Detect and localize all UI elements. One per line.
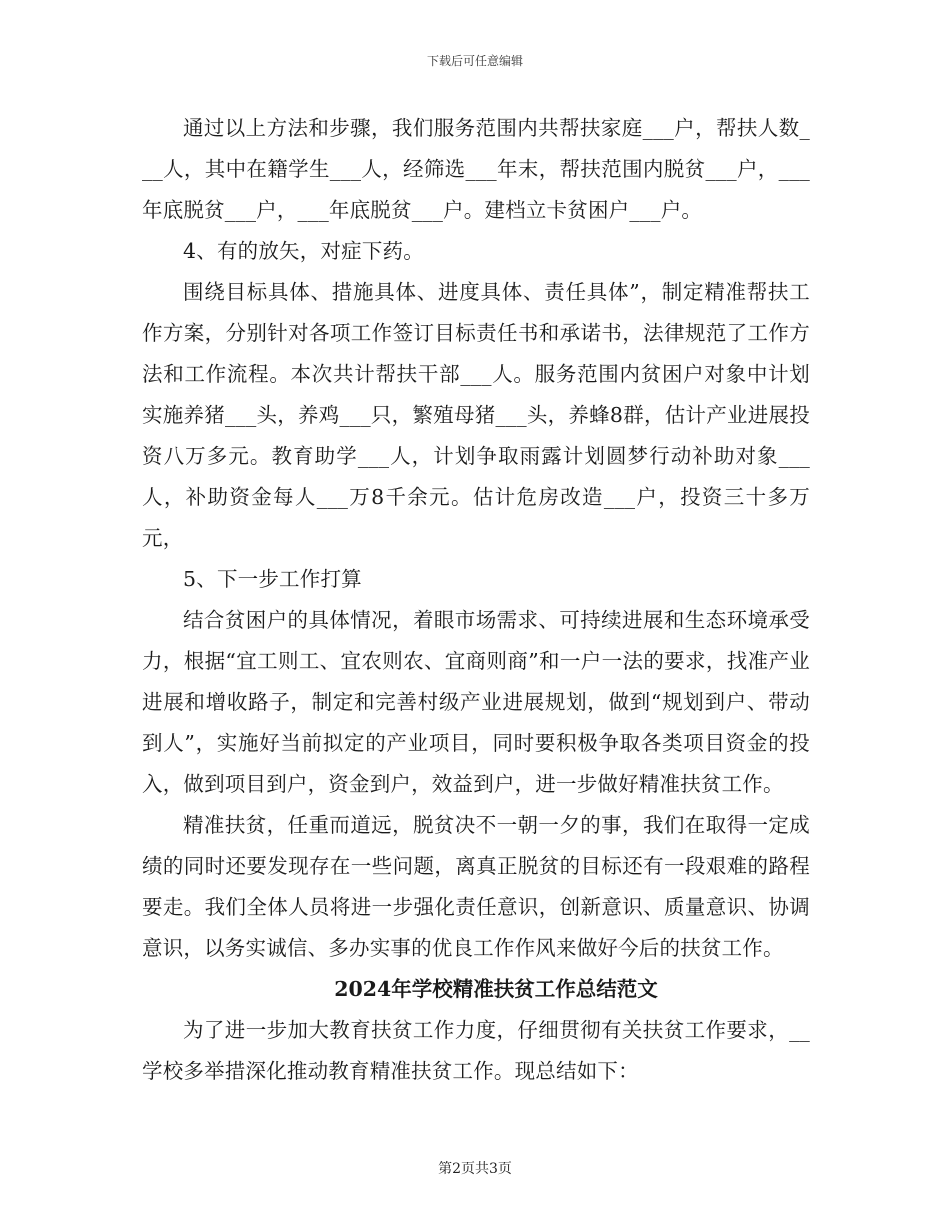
paragraph-summary-stats: 通过以上方法和步骤，我们服务范围内共帮扶家庭___户，帮扶人数___人，其中在籍学生___人，经筛选___年末，帮扶范围内脱贫___户，___年底脱贫___户，___年底脱贫___户。建档立卡贫困户___户。 bbox=[142, 116, 810, 222]
paragraph-work-plan: 围绕目标具体、措施具体、进度具体、责任具体”，制定精准帮扶工作方案，分别针对各项工作签订目标责任书和承诺书，法律规范了工作方法和工作流程。本次共计帮扶干部___人。服务范围内贫困户对象中计划实施养猪___头，养鸡___只，繁殖母猪___头，养蜂8群，估计产业进展投资八万多元。教育助学___人，计划争取雨露计划圆梦行动补助对象___人，补助资金每人___万8千余元。估计危房改造___户，投资三十多万元， bbox=[142, 280, 810, 550]
paragraph-intro: 为了进一步加大教育扶贫工作力度，仔细贯彻有关扶贫工作要求，__学校多举措深化推动教育精准扶贫工作。现总结如下： bbox=[142, 1018, 810, 1083]
paragraph-conclusion: 精准扶贫，任重而道远，脱贫决不一朝一夕的事，我们在取得一定成绩的同时还要发现存在一些问题，离真正脱贫的目标还有一段艰难的路程要走。我们全体人员将进一步强化责任意识，创新意识、质量意识、协调意识，以务实诚信、多办实事的优良工作作风来做好今后的扶贫工作。 bbox=[142, 813, 810, 960]
paragraph-next-steps: 结合贫困户的具体情况，着眼市场需求、可持续进展和生态环境承受力，根据“宜工则工、宜农则农、宜商则商”和一户一法的要求，找准产业进展和增收路子，制定和完善村级产业进展规划，做到“规划到户、带动到人”，实施好当前拟定的产业项目，同时要积极争取各类项目资金的投入，做到项目到户，资金到户，效益到户，进一步做好精准扶贫工作。 bbox=[142, 608, 810, 796]
subheading-next-steps: 5、下一步工作打算 bbox=[183, 567, 362, 591]
subheading-targeted-measures: 4、有的放矢，对症下药。 bbox=[183, 239, 424, 263]
page-header-note: 下载后可任意编辑 bbox=[426, 54, 523, 68]
page-number: 第2页共3页 bbox=[438, 1161, 512, 1177]
document-body bbox=[142, 108, 810, 1092]
section-title: 2024年学校精准扶贫工作总结范文 bbox=[334, 977, 658, 1001]
